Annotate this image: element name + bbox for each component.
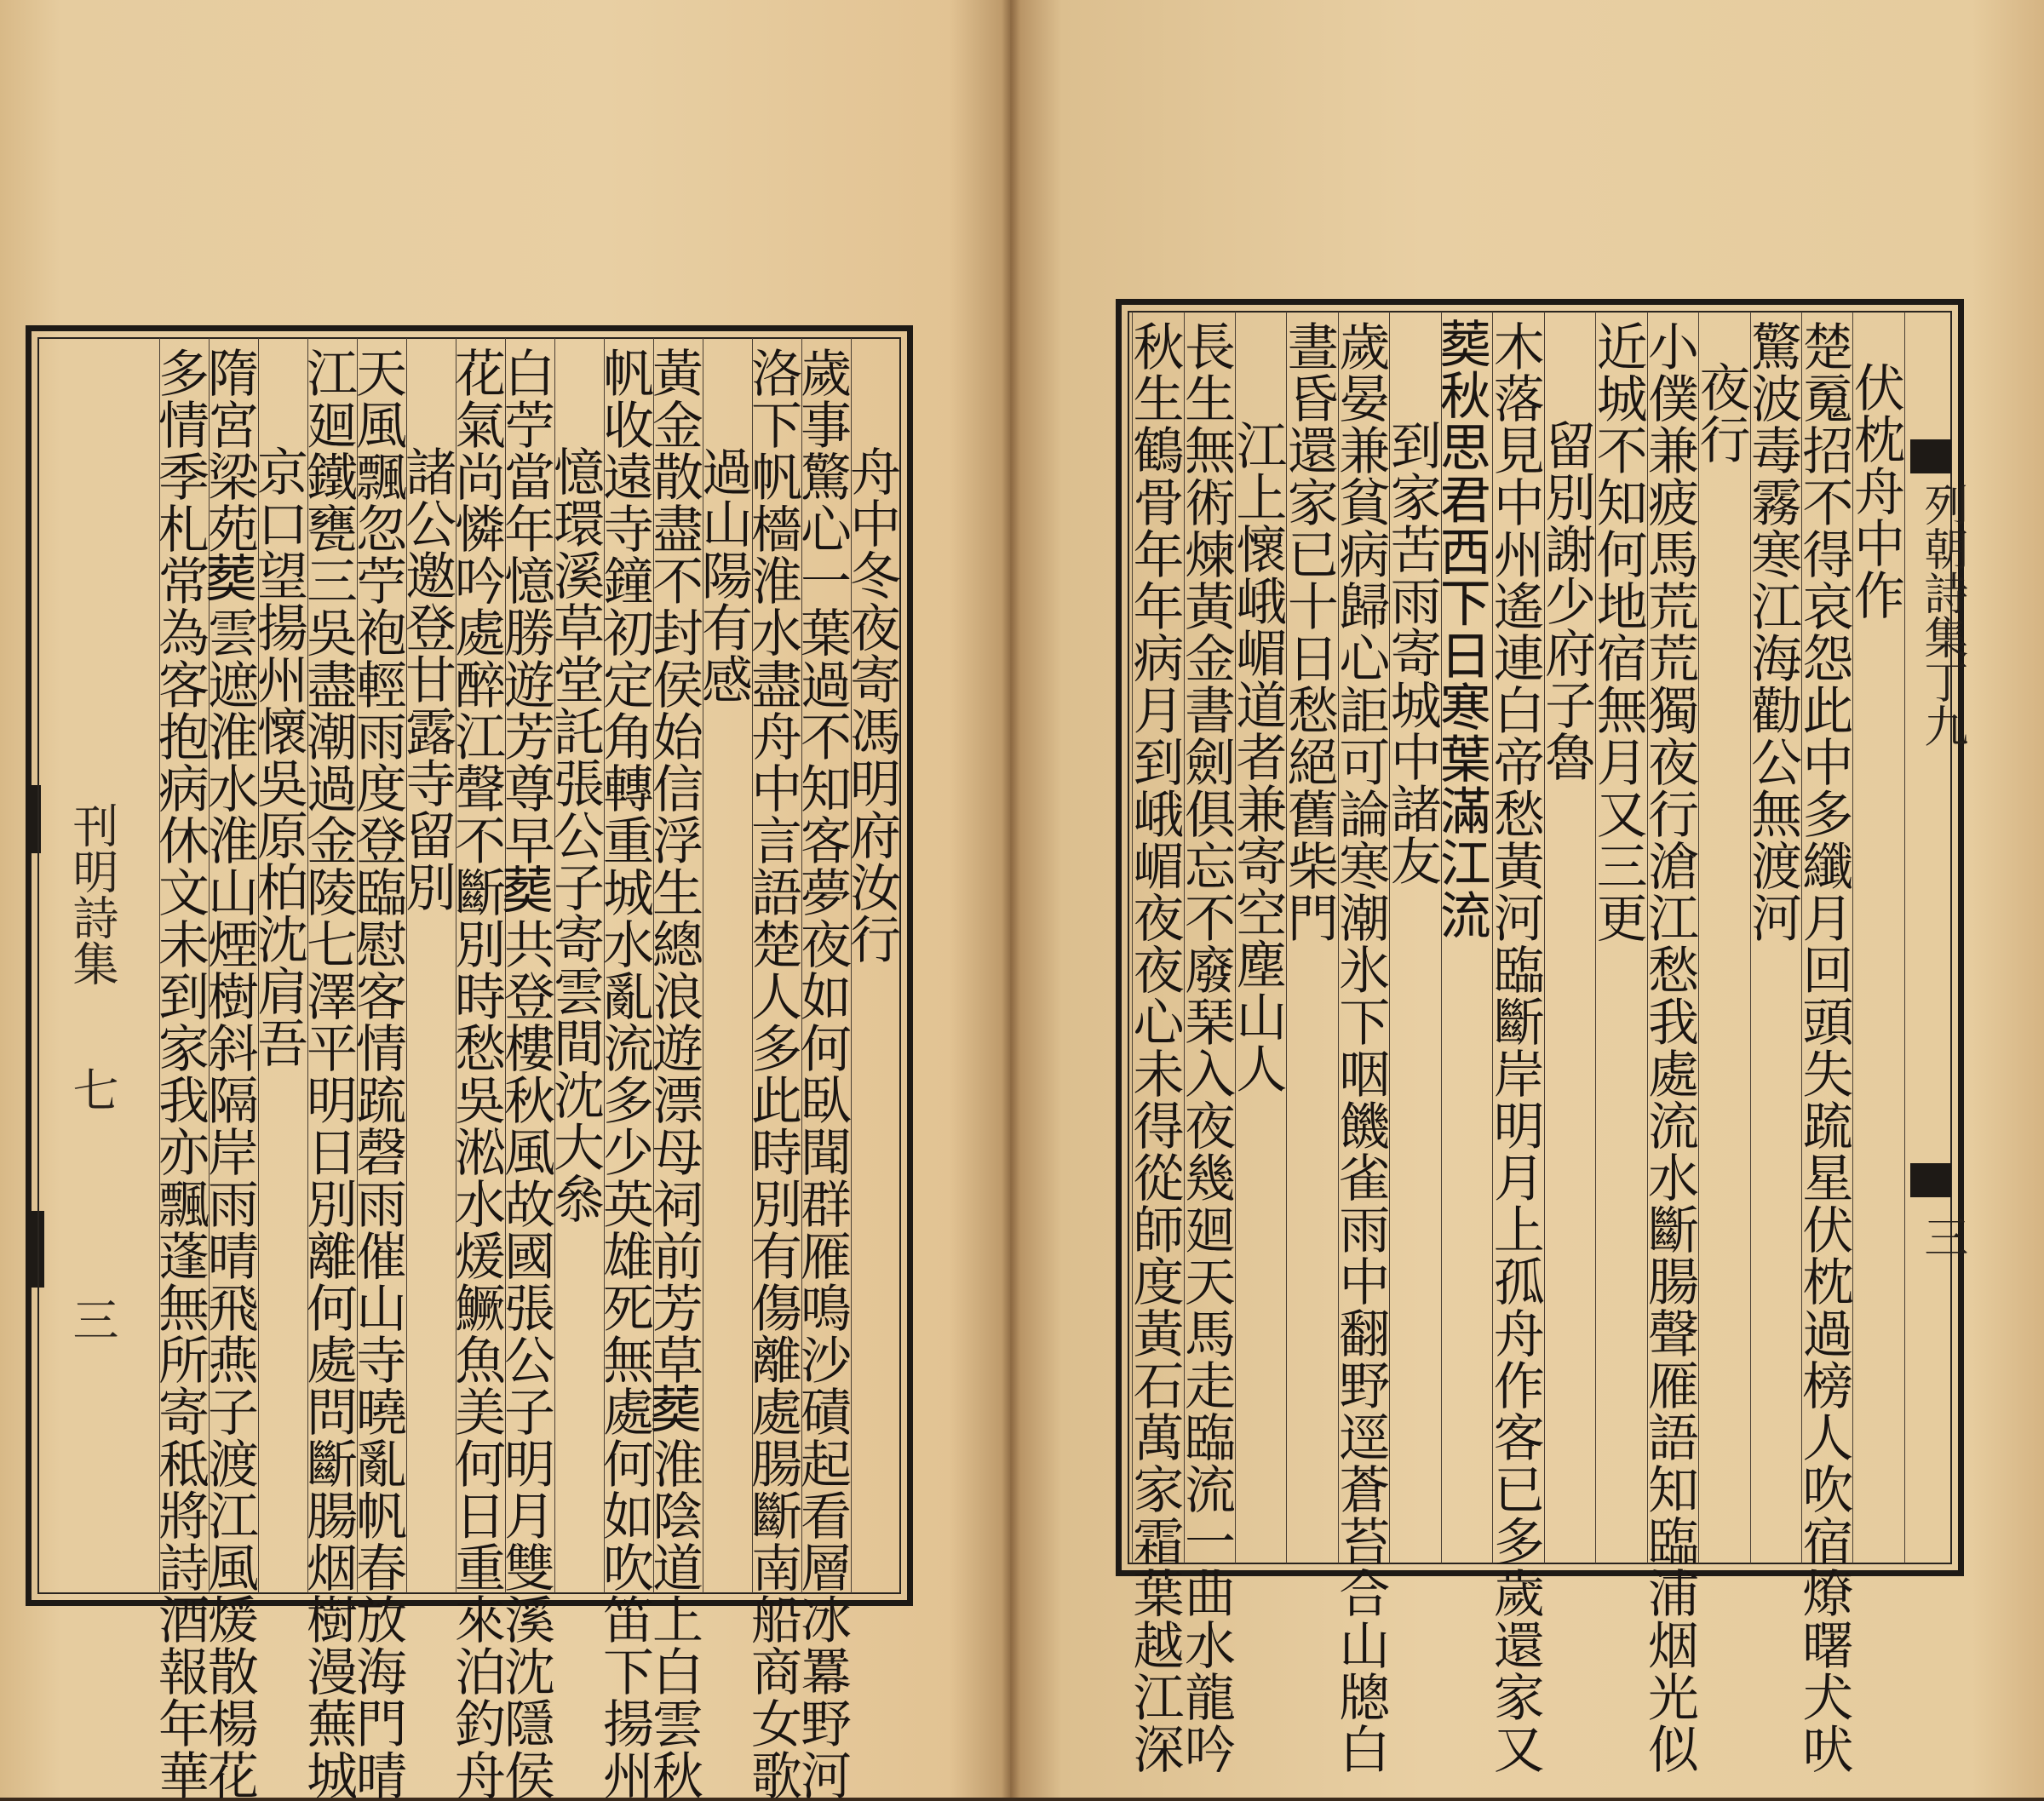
fishtail-mark <box>1910 439 1951 473</box>
verse-line: 𦵏秋思君西下日寒葉滿江流 <box>1433 320 1494 944</box>
book-spine <box>1002 0 1020 1798</box>
verse-line: 黃金散盡不封侯始信浮生總浪遊漂母祠前芳草𦵏淮陰道上白雲秋 <box>644 347 703 1801</box>
right-page <box>1010 0 2044 1798</box>
margin-fragment-folio: 三 <box>66 1296 119 1342</box>
running-head: 列朝詩集丁九 <box>1915 482 1967 748</box>
column-9 <box>446 338 506 1801</box>
poem-title: 到家苦雨寄城中諸友 <box>1381 419 1442 886</box>
verse-line: 隋宮梁苑𦵏雲遮淮水淮山煙樹斜隔岸雨晴飛燕子渡江風煖散楊花 <box>199 347 259 1801</box>
column-5 <box>1639 312 1700 1775</box>
right-columns <box>1124 312 1967 1775</box>
left-page <box>0 0 1010 1801</box>
poem-title: 過山陽有感 <box>693 445 753 705</box>
poem-title: 伏枕舟中作 <box>1845 361 1905 621</box>
fishtail-mark <box>1910 1163 1951 1197</box>
column-15 <box>1124 312 1185 1775</box>
column-1 <box>841 338 901 1593</box>
verse-line: 秋生鶴骨年年病月到峨嵋夜夜心未得從師度黃石萬家霜葉越江深 <box>1124 320 1185 1775</box>
left-columns <box>150 338 901 1801</box>
column-10 <box>397 338 456 1593</box>
verse-line: 歲事驚心一葉過不知客夢夜如何臥聞群雁鳴沙磧起看層冰羃野河 <box>792 347 852 1801</box>
column-13 <box>1227 312 1288 1563</box>
verse-line: 歲晏兼貧病歸心詎可論寒潮氷下咽饑雀雨中翻野逕蒼苔合山牕白 <box>1330 320 1391 1775</box>
column-12 <box>298 338 358 1801</box>
margin-fragment-title: 刊明詩集 <box>66 802 119 986</box>
verse-line: 白苧當年憶勝遊芳尊早𦵏共登樓秋風故國張公子明月雙溪沈隱侯 <box>496 347 555 1801</box>
poem-title: 憶環溪草堂託張公子寄雲間沈大叅 <box>545 445 605 1225</box>
column-4 <box>1691 312 1751 1563</box>
column-14 <box>199 338 259 1801</box>
verse-line: 近城不知何地宿無月又三更 <box>1588 320 1648 944</box>
poem-title: 江上懷峨嵋道者兼寄空塵山人 <box>1227 419 1288 1094</box>
column-7 <box>1536 312 1597 1563</box>
column-1 <box>1845 312 1905 1563</box>
verse-line: 帆收遠寺鐘初定角轉重城水亂流多少英雄死無處何如吹笛下揚州 <box>594 347 654 1801</box>
column-5 <box>644 338 703 1801</box>
column-6 <box>594 338 654 1801</box>
column-15 <box>150 338 210 1801</box>
column-2 <box>792 338 852 1801</box>
poem-title: 留別謝少府子魯 <box>1536 419 1597 783</box>
left-text-frame <box>26 325 913 1801</box>
running-head-column <box>1904 312 1967 1563</box>
column-10 <box>1381 312 1442 1563</box>
verse-line: 楚䰟招不得哀怨此中多纖月回頭失䟽星伏枕過榜人吹宿燎曙犬吠 <box>1794 320 1854 1775</box>
poem-title: 京口望揚州懷吳原柏沈肩吾 <box>249 445 308 1069</box>
verse-line: 洛下帆檣淮水盡舟中言語楚人多此時別有傷離處腸斷南船商女歌 <box>743 347 802 1801</box>
column-12 <box>1278 312 1339 1563</box>
verse-line: 長生無術煉黃金書劍俱忘不廢琹入夜幾廻天馬走臨流一曲水龍吟 <box>1175 320 1236 1775</box>
column-13 <box>249 338 308 1593</box>
verse-line: 驚波毒霧寒江海勸公無渡河 <box>1742 320 1802 944</box>
column-2 <box>1794 312 1854 1775</box>
verse-line: 木落見中州遙連白帝愁黃河臨斷岸明月上孤舟作客已多歲還家又 <box>1484 320 1545 1775</box>
column-3 <box>1742 312 1802 1563</box>
poem-title: 舟中冬夜寄馮明府汝行 <box>841 445 901 965</box>
right-text-frame <box>1116 299 1967 1775</box>
poem-title: 諸公邀登甘露寺留別 <box>397 445 456 913</box>
folio-number: 三 <box>1915 1214 1967 1259</box>
verse-line: 江廻鐵甕三吳盡潮過金陵七澤平明日別離何處問斷腸烟樹漫蕪城 <box>298 347 358 1801</box>
column-11 <box>347 338 407 1801</box>
column-14 <box>1175 312 1236 1775</box>
column-8 <box>1484 312 1545 1775</box>
verse-line: 花氣尚憐吟處醉江聲不斷別時愁吳淞水煖鱖魚美何日重來泊釣舟 <box>446 347 506 1801</box>
verse-line: 天風飄忽苧袍輕雨度登臨慰客情䟽磬雨催山寺曉亂帆春放海門晴 <box>347 347 407 1801</box>
verse-line: 小僕兼疲馬荒荒獨夜行滄江愁我處流水斷腸聲雁語知臨浦烟光似 <box>1639 320 1700 1775</box>
column-8 <box>496 338 555 1801</box>
column-3 <box>743 338 802 1801</box>
verse-line: 多情季札常為客抱病休文未到家我亦飄蓬無所寄秪將詩酒報年華 <box>150 347 210 1801</box>
column-6 <box>1588 312 1648 1563</box>
verse-line: 晝昏還家已十日愁絕舊柴門 <box>1278 320 1339 944</box>
column-7 <box>545 338 605 1593</box>
column-9 <box>1433 312 1494 1563</box>
column-4 <box>693 338 753 1593</box>
poem-title: 夜行 <box>1691 361 1751 465</box>
margin-fragment-volume: 七 <box>66 1066 119 1112</box>
column-11 <box>1330 312 1391 1775</box>
